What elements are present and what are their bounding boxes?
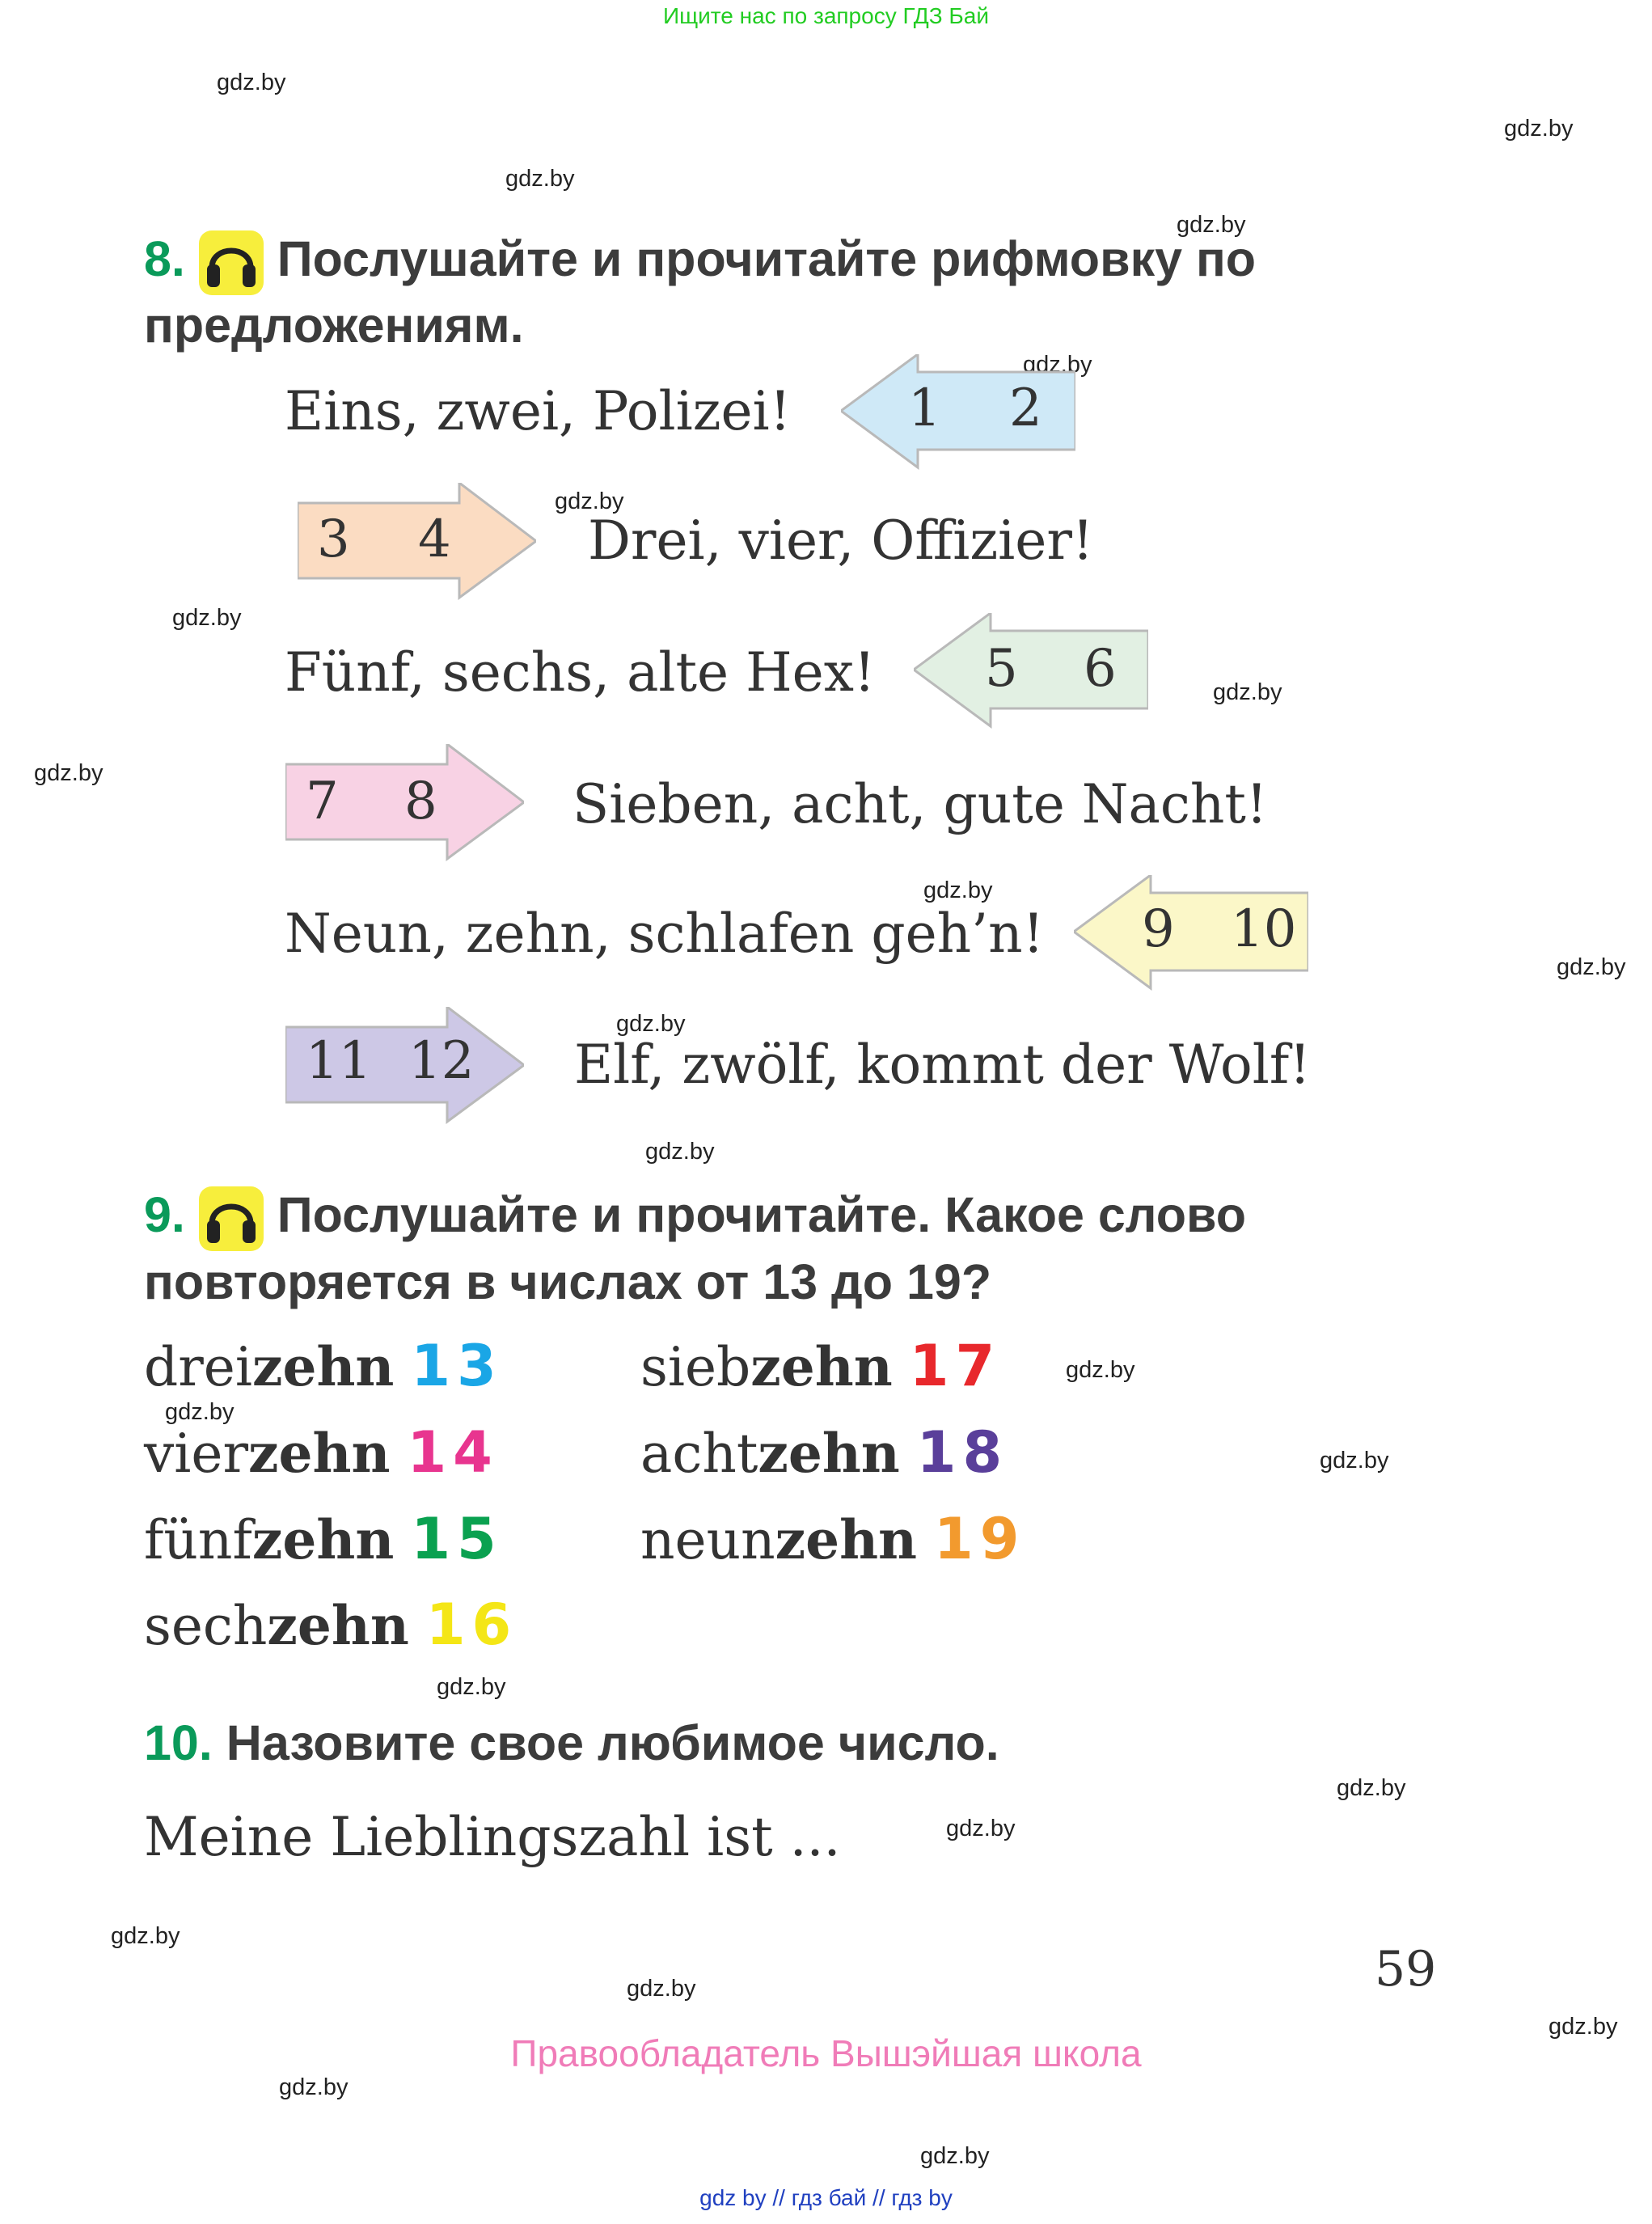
bottom-links[interactable]: gdz by // гдз бай // гдз by: [699, 2185, 953, 2210]
task9-number: 9.: [144, 1187, 185, 1243]
rhyme-num-a: 7: [306, 772, 339, 831]
rhyme-num-a: 9: [1142, 899, 1175, 959]
task10-heading: [144, 1715, 999, 1771]
copyright-note: Правообладатель Вышэйшая школа: [510, 2032, 1142, 2074]
rhyme-num-b: 2: [1009, 378, 1042, 438]
number-word-14: [144, 1419, 499, 1486]
number-word-13: [144, 1333, 503, 1399]
rhyme-line-1: Eins, zwei, Polizei!: [285, 380, 792, 442]
watermark: gdz.by: [1177, 212, 1246, 238]
suffix: zehn: [758, 1422, 900, 1485]
number-16: 16: [425, 1592, 518, 1658]
task8-line2: предложениям.: [144, 298, 524, 353]
rhyme-line-2: Drei, vier, Offizier!: [588, 509, 1094, 572]
number-13: 13: [411, 1333, 503, 1399]
headphones-icon: [199, 230, 264, 295]
watermark: gdz.by: [34, 760, 104, 786]
stem: acht: [640, 1423, 758, 1485]
stem: sech: [144, 1595, 268, 1657]
watermark: gdz.by: [555, 488, 624, 514]
watermark: gdz.by: [616, 1011, 686, 1037]
rhyme-num-b: 12: [408, 1031, 475, 1091]
stem: sieb: [640, 1336, 751, 1398]
watermark: gdz.by: [165, 1399, 234, 1425]
stem: drei: [144, 1336, 252, 1398]
watermark: gdz.by: [920, 2143, 990, 2169]
stem: neun: [640, 1509, 775, 1571]
number-word-16: [144, 1592, 518, 1658]
rhyme-line-6: Elf, zwölf, kommt der Wolf!: [574, 1034, 1311, 1096]
watermark: gdz.by: [217, 70, 286, 95]
watermark: gdz.by: [1320, 1448, 1389, 1474]
watermark: gdz.by: [645, 1139, 715, 1165]
number-17: 17: [909, 1333, 1002, 1399]
rhyme-num-b: 10: [1231, 899, 1297, 959]
suffix: zehn: [775, 1508, 918, 1571]
rhyme-num-b: 6: [1084, 639, 1117, 699]
rhyme-line-3: Fünf, sechs, alte Hex!: [285, 641, 876, 704]
suffix: zehn: [251, 1335, 395, 1398]
top-banner[interactable]: Ищите нас по запросу ГДЗ Бай: [662, 3, 990, 28]
number-15: 15: [411, 1506, 503, 1572]
number-word-19: [640, 1506, 1025, 1572]
rhyme-num-b: 4: [418, 509, 451, 569]
number-19: 19: [934, 1506, 1026, 1572]
page-number: 59: [1375, 1941, 1437, 1998]
rhyme-num-a: 11: [306, 1031, 372, 1091]
suffix: zehn: [750, 1335, 893, 1398]
watermark: gdz.by: [923, 877, 993, 903]
task10-text: Назовите свое любимое число.: [226, 1715, 999, 1770]
task9-line2: повторяется в числах от 13 до 19?: [144, 1254, 992, 1309]
rhyme-num-a: 1: [908, 378, 941, 438]
suffix: zehn: [251, 1508, 395, 1571]
watermark: gdz.by: [627, 1976, 696, 2002]
watermark: gdz.by: [1337, 1775, 1406, 1801]
watermark: gdz.by: [111, 1923, 180, 1949]
rhyme-line-4: Sieben, acht, gute Nacht!: [572, 773, 1268, 835]
task9-line1: Послушайте и прочитайте. Какое слово: [277, 1187, 1246, 1243]
task10-number: 10.: [144, 1715, 213, 1770]
rhyme-line-5: Neun, zehn, schlafen geh’n!: [285, 903, 1045, 965]
task8-heading: [144, 230, 1256, 295]
suffix: zehn: [248, 1422, 391, 1485]
headphones-icon: [199, 1186, 264, 1251]
number-word-17: [640, 1333, 1001, 1399]
task8-line1: Послушайте и прочитайте рифмовку по: [277, 231, 1257, 287]
stem: vier: [144, 1423, 249, 1485]
watermark: gdz.by: [1557, 954, 1626, 980]
watermark: gdz.by: [1066, 1357, 1135, 1383]
suffix: zehn: [267, 1594, 409, 1657]
watermark: gdz.by: [1548, 2014, 1618, 2040]
rhyme-num-a: 5: [985, 639, 1018, 699]
stem: fünf: [144, 1509, 252, 1571]
watermark: gdz.by: [946, 1816, 1016, 1841]
watermark: gdz.by: [437, 1674, 506, 1700]
task8-number: 8.: [144, 231, 185, 287]
rhyme-num-b: 8: [404, 772, 437, 831]
number-word-15: [144, 1506, 503, 1572]
watermark: gdz.by: [279, 2074, 349, 2100]
watermark: gdz.by: [172, 605, 242, 631]
watermark: gdz.by: [1213, 679, 1282, 705]
watermark: gdz.by: [505, 166, 575, 192]
number-word-18: [640, 1419, 1008, 1486]
number-14: 14: [407, 1419, 499, 1486]
watermark: gdz.by: [1023, 352, 1092, 378]
watermark: gdz.by: [1504, 116, 1574, 142]
task9-heading: [144, 1186, 1246, 1251]
number-18: 18: [916, 1419, 1009, 1486]
task10-answer: Meine Lieblingszahl ist ...: [144, 1806, 841, 1868]
rhyme-num-a: 3: [317, 509, 350, 569]
